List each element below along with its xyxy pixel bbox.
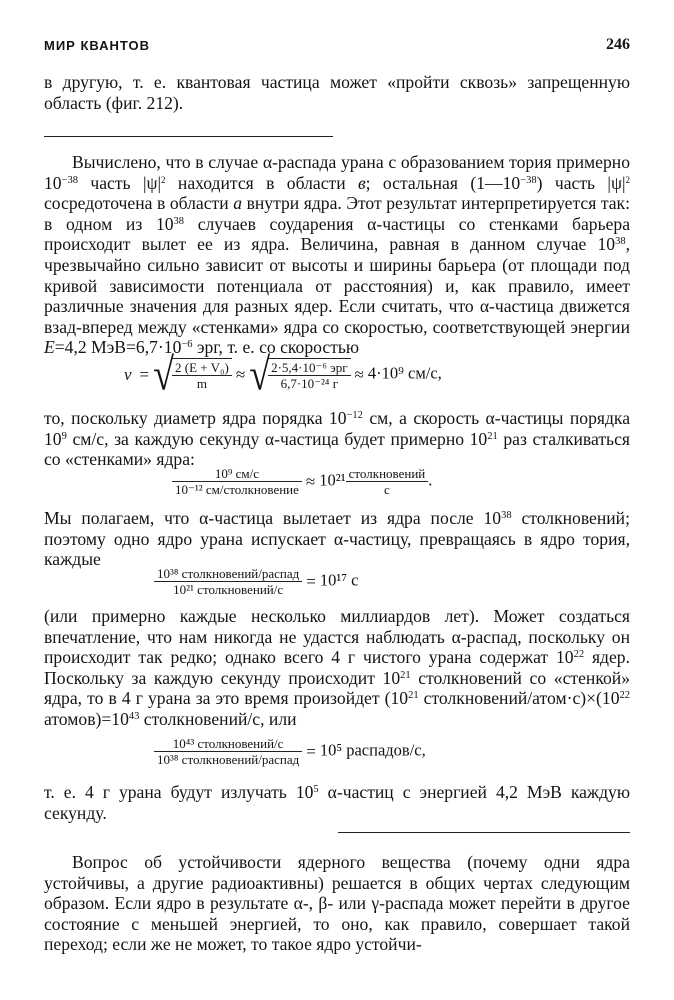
text-block-1 — [44, 152, 630, 358]
sqrt-sign: √ — [249, 349, 271, 400]
text-block-4 — [44, 606, 630, 730]
paragraph: т. е. 4 г урана будут излучать $10^5$ α-частиц с энергией 4,2 МэВ каждую секунду. — [44, 782, 630, 823]
closing-paragraph — [44, 852, 630, 955]
text-block-5 — [44, 782, 630, 823]
page-number: 246 — [606, 36, 630, 53]
paragraph: в другую, т. е. квантовая частица может «пройти сквозь» запрещенную область (фиг. 212). — [44, 72, 630, 113]
rate-formula: $\frac{\text{10⁴³ столкновений/с}}{\text{10³⁸ столкновений/распад}}$ = 10⁵ распадов/с, — [154, 736, 426, 767]
velocity-formula: v = √ $\frac{\text{2 (E + V₀)}}{m}$ ≈ √ $\frac{\text{2·5,4·10⁻⁶ эрг}}{\text{6,7·10⁻²⁴ г}}$ ≈ 4·10⁹ см/с, — [124, 349, 442, 400]
page-header — [44, 38, 630, 58]
text-block-3 — [44, 508, 630, 570]
paragraph: (или примерно каждые несколько миллиардов лет). Может создаться впечатление, что нам никогда не удастся наблюдать α-распад, поскольку он происходит так редко; однако всего 4 г чистого урана содержат $10^{22}$ ядер. Поскольку за каждую секунду происходит $10^{21}$ столкновений со «стенкой» ядра, то в 4 г урана за это время произойдет ($10^{21}$ столкновений/$атом\cdot с)\times(10^{22}$ $атомов)=10^{43}$ столкновений/с, или — [44, 606, 630, 729]
section-rule-top — [44, 136, 333, 137]
text-block-2 — [44, 408, 630, 470]
paragraph: Вычислено, что в случае α-распада урана с образованием тория примерно $10^{-38}$ часть $|\psi|^2$ находится в области в; остальная $(1—10^{-38})$ часть $|\psi|^2$ сосредоточена в области a внутри ядра. Этот результат интерпретируется так: в одном из $10^{38}$ случаев соударения α-частицы со стенками барьера происходит вылет ее из ядра. Величина, равная в данном случае $10^{38}$, чрезвычайно сильно зависит от высоты и ширины барьера (от площади под кривой зависимости потенциала от расстояния) и, как правило, имеет различные значения для разных ядер. Если считать, что α-частица движется взад-вперед между «стенками» ядра со скоростью, соответствующей энергии E=4,2 $МэВ=6,7\cdot 10^{-6}$ эрг, т. е. со скоростью — [44, 152, 631, 358]
running-title: МИР КВАНТОВ — [44, 38, 151, 53]
sqrt-sign: √ — [153, 349, 174, 400]
time-formula: $\frac{\text{10³⁸ столкновений/распад}}{\text{10²¹ столкновений/с}}$ = 10¹⁷ с — [154, 566, 359, 597]
section-rule-bottom — [338, 832, 630, 833]
paragraph: Вопрос об устойчивости ядерного вещества (почему одни ядра устойчивы, а другие радиоактивны) решается в общих чертах следующим образом. Если ядро в результате α-, β- или γ-распада может перейти в другое состояние с меньшей энергией, то оно, как правило, совершает такой переход; если же не может, то такое ядро устойчи- — [44, 852, 630, 955]
intro-paragraph — [44, 72, 630, 113]
paragraph: то, поскольку диаметр ядра порядка $10^{-12}$ см, а скорость α-частицы порядка $10^9$ см/с, за каждую секунду α-частица будет примерно $10^{21}$ раз сталкиваться со «стенками» ядра: — [44, 408, 630, 470]
paragraph: Мы полагаем, что α-частица вылетает из ядра после $10^{38}$ столкновений; поэтому одно ядро урана испускает α-частицу, превращаясь в ядро тория, каждые — [44, 508, 630, 570]
collisions-formula: $\frac{\text{10⁹ см/с}}{\text{10⁻¹² см/столкновение}}$ ≈ 10²¹ $\frac{\text{столкновений}}{с}$ . — [172, 466, 432, 497]
